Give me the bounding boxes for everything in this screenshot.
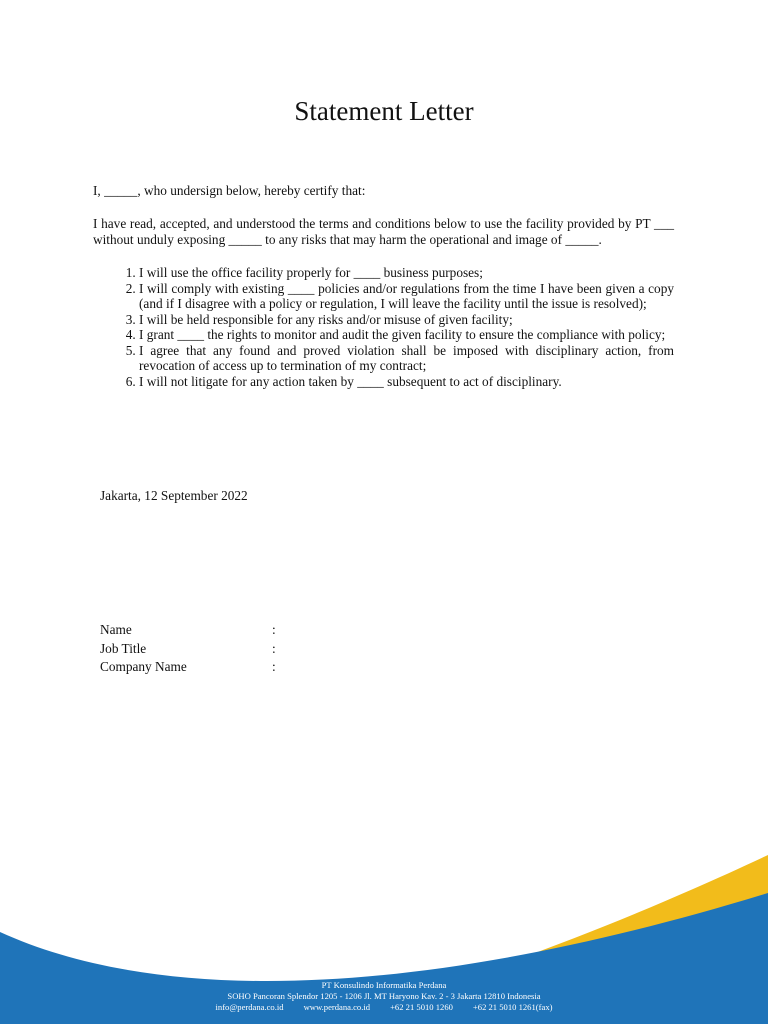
list-item: 6. I will not litigate for any action taken by ____ subsequent to act of disciplinary. xyxy=(139,374,674,390)
page-title: Statement Letter xyxy=(294,96,474,126)
terms-paragraph: I have read, accepted, and understood the terms and conditions below to use the facility provided by PT ___ without unduly exposing _____ to any risks that may harm the operational and image of _____. xyxy=(93,216,674,247)
footer-fax: +62 21 5010 1261(fax) xyxy=(472,1002,553,1012)
signature-colon: : xyxy=(272,622,276,637)
list-item: 4. I grant ____ the rights to monitor and audit the given facility to ensure the compliance with policy; xyxy=(139,327,674,343)
signature-label: Company Name xyxy=(100,659,187,674)
terms-list xyxy=(93,265,674,389)
footer-phone: +62 21 5010 1260 xyxy=(390,1002,453,1012)
footer-company: PT Konsulindo Informatika Perdana xyxy=(321,980,447,990)
footer-contacts xyxy=(0,1002,768,1013)
signature-colon: : xyxy=(272,640,276,656)
signature-row-name xyxy=(100,621,292,640)
list-item: 5. I agree that any found and proved violation shall be imposed with disciplinary action, from revocation of access up to termination of my contract; xyxy=(139,343,674,374)
place-date: Jakarta, 12 September 2022 xyxy=(100,488,248,503)
list-item: 3. I will be held responsible for any risks and/or misuse of given facility; xyxy=(139,312,674,328)
signature-row-job-title xyxy=(100,640,292,659)
signature-label: Name xyxy=(100,622,132,637)
list-item: 2. I will comply with existing ____ policies and/or regulations from the time I have been given a copy (and if I disagree with a policy or regulation, I will leave the facility until the issue is resolved); xyxy=(139,281,674,312)
signature-label: Job Title xyxy=(100,640,147,656)
signature-block xyxy=(100,621,292,677)
intro-line: I, _____, who undersign below, hereby certify that: xyxy=(93,183,366,198)
signature-colon: : xyxy=(272,659,276,674)
footer-address: SOHO Pancoran Splendor 1205 - 1206 Jl. MT Haryono Kav. 2 - 3 Jakarta 12810 Indonesia xyxy=(227,991,541,1001)
footer-email: info@perdana.co.id xyxy=(215,1002,284,1012)
list-item: 1. I will use the office facility properly for ____ business purposes; xyxy=(139,265,674,281)
signature-row-company-name xyxy=(100,658,292,677)
footer-website: www.perdana.co.id xyxy=(303,1002,371,1012)
footer-text xyxy=(0,980,768,1013)
